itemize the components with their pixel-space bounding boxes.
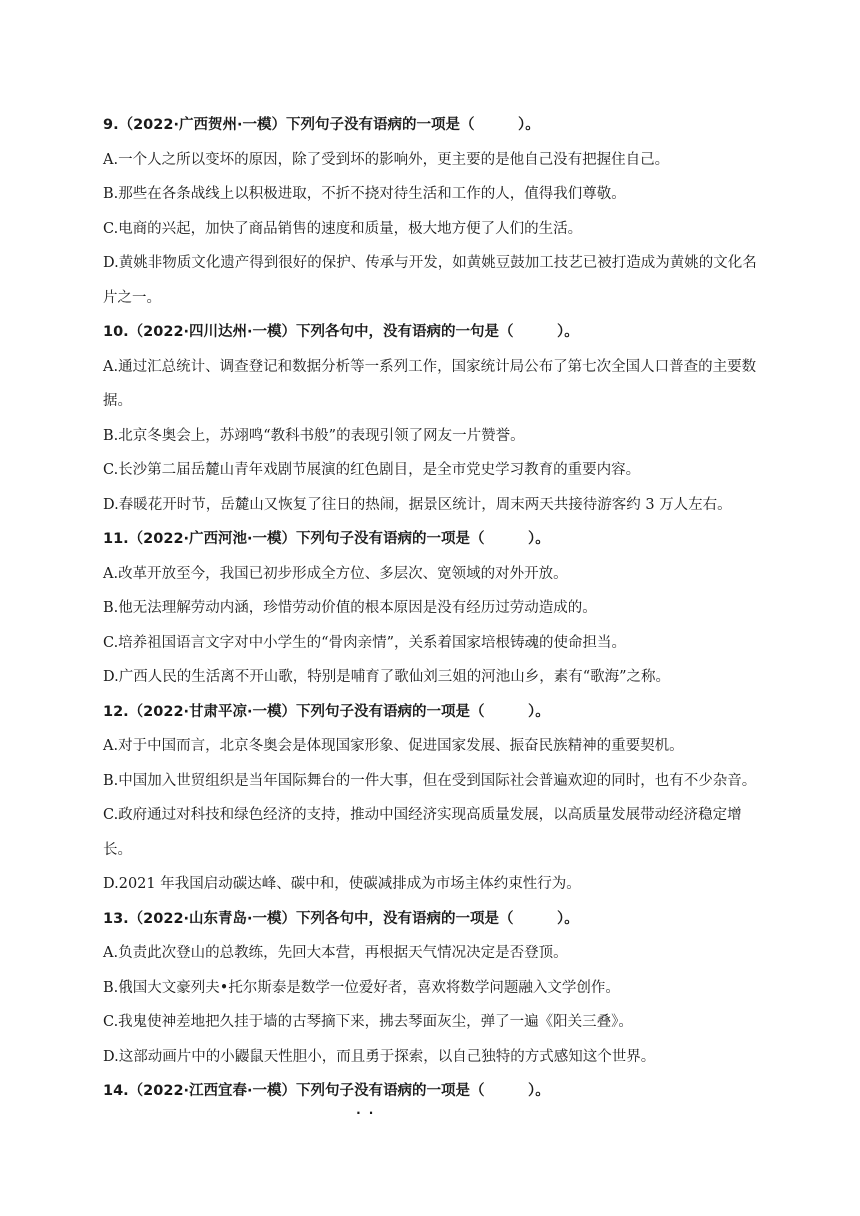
option-a: A.负责此次登山的总教练，先回大本营，再根据天气情况决定是否登顶。 [103, 945, 568, 961]
option-a: A.通过汇总统计、调查登记和数据分析等一系列工作，国家统计局公布了第七次全国人口普查的主要数据。 [103, 358, 757, 409]
question-stem-last [103, 1074, 763, 1109]
option-a: A.对于中国而言，北京冬奥会是体现国家形象、促进国家发展、振奋民族精神的重要契机。 [103, 738, 684, 754]
option-c: C.电商的兴起，加快了商品销售的速度和质量，极大地方便了人们的生活。 [103, 220, 583, 237]
option-b: B.中国加入世贸组织是当年国际舞台的一件大事，但在受到国际社会普遍欢迎的同时，也有不少杂音。 [103, 772, 757, 789]
question-stem: 11.（2022·广西河池·一模）下列句子没有语病的一项是（ ）。 [103, 531, 550, 547]
stem-suffix: 语病的一项是（ ）。 [383, 1083, 550, 1099]
question-list [103, 108, 763, 1109]
option-a: A.改革开放至今，我国已初步形成全方位、多层次、宽领域的对外开放。 [103, 565, 568, 582]
option-b: B.俄国大文豪列夫•托尔斯泰是数学一位爱好者，喜欢将数学问题融入文学创作。 [103, 979, 620, 996]
option-c: C.长沙第二届岳麓山青年戏剧节展演的红色剧目，是全市党史学习教育的重要内容。 [103, 462, 641, 478]
option-b: B.北京冬奥会上，苏翊鸣“教科书般”的表现引领了网友一片赞誉。 [103, 427, 525, 444]
option-d: D.黄姚非物质文化遗产得到很好的保护、传承与开发，如黄姚豆鼓加工技艺已被打造成为黄姚的文化名片之一。 [103, 255, 757, 306]
option-c: C.培养祖国语言文字对中小学生的“骨肉亲情”，关系着国家培根铸魂的使命担当。 [103, 634, 627, 651]
option-d: D.广西人民的生活离不开山歌，特别是哺育了歌仙刘三姐的河池山乡，素有“歌海”之称。 [103, 669, 671, 685]
stem-emphasis: 没有 · · [354, 1083, 383, 1099]
option-a: A.一个人之所以变坏的原因，除了受到坏的影响外，更主要的是他自己没有把握住自己。 [103, 151, 670, 168]
option-b: B.那些在各条战线上以积极进取，不折不挠对待生活和工作的人，值得我们尊敬。 [103, 186, 626, 202]
question-stem: 13.（2022·山东青岛·一模）下列各句中，没有语病的一项是（ ）。 [103, 910, 579, 927]
option-b: B.他无法理解劳动内涵，珍惜劳动价值的根本原因是没有经历过劳动造成的。 [103, 600, 597, 616]
option-c: C.我鬼使神差地把久挂于墙的古琴摘下来，拂去琴面灰尘，弹了一遍《阳关三叠》。 [103, 1014, 633, 1030]
question-stem: 10.（2022·四川达州·一模）下列各句中，没有语病的一句是（ ）。 [103, 324, 579, 340]
option-d: D.春暖花开时节，岳麓山又恢复了往日的热闹，据景区统计，周末两天共接待游客约 3 万人左右。 [103, 496, 732, 513]
stem-prefix: 14.（2022·江西宜春·一模）下列句子 [103, 1083, 355, 1099]
option-d: D.2021 年我国启动碳达峰、碳中和，使碳减排成为市场主体约束性行为。 [103, 876, 581, 892]
option-d: D.这部动画片中的小鼹鼠天性胆小，而且勇于探索，以自己独特的方式感知这个世界。 [103, 1048, 656, 1065]
question-stem: 12.（2022·甘肃平凉·一模）下列句子没有语病的一项是（ ）。 [103, 703, 550, 720]
option-c: C.政府通过对科技和绿色经济的支持，推动中国经济实现高质量发展，以高质量发展带动经济稳定增长。 [103, 807, 742, 858]
question-stem: 9.（2022·广西贺州·一模）下列句子没有语病的一项是（ ）。 [103, 117, 540, 133]
